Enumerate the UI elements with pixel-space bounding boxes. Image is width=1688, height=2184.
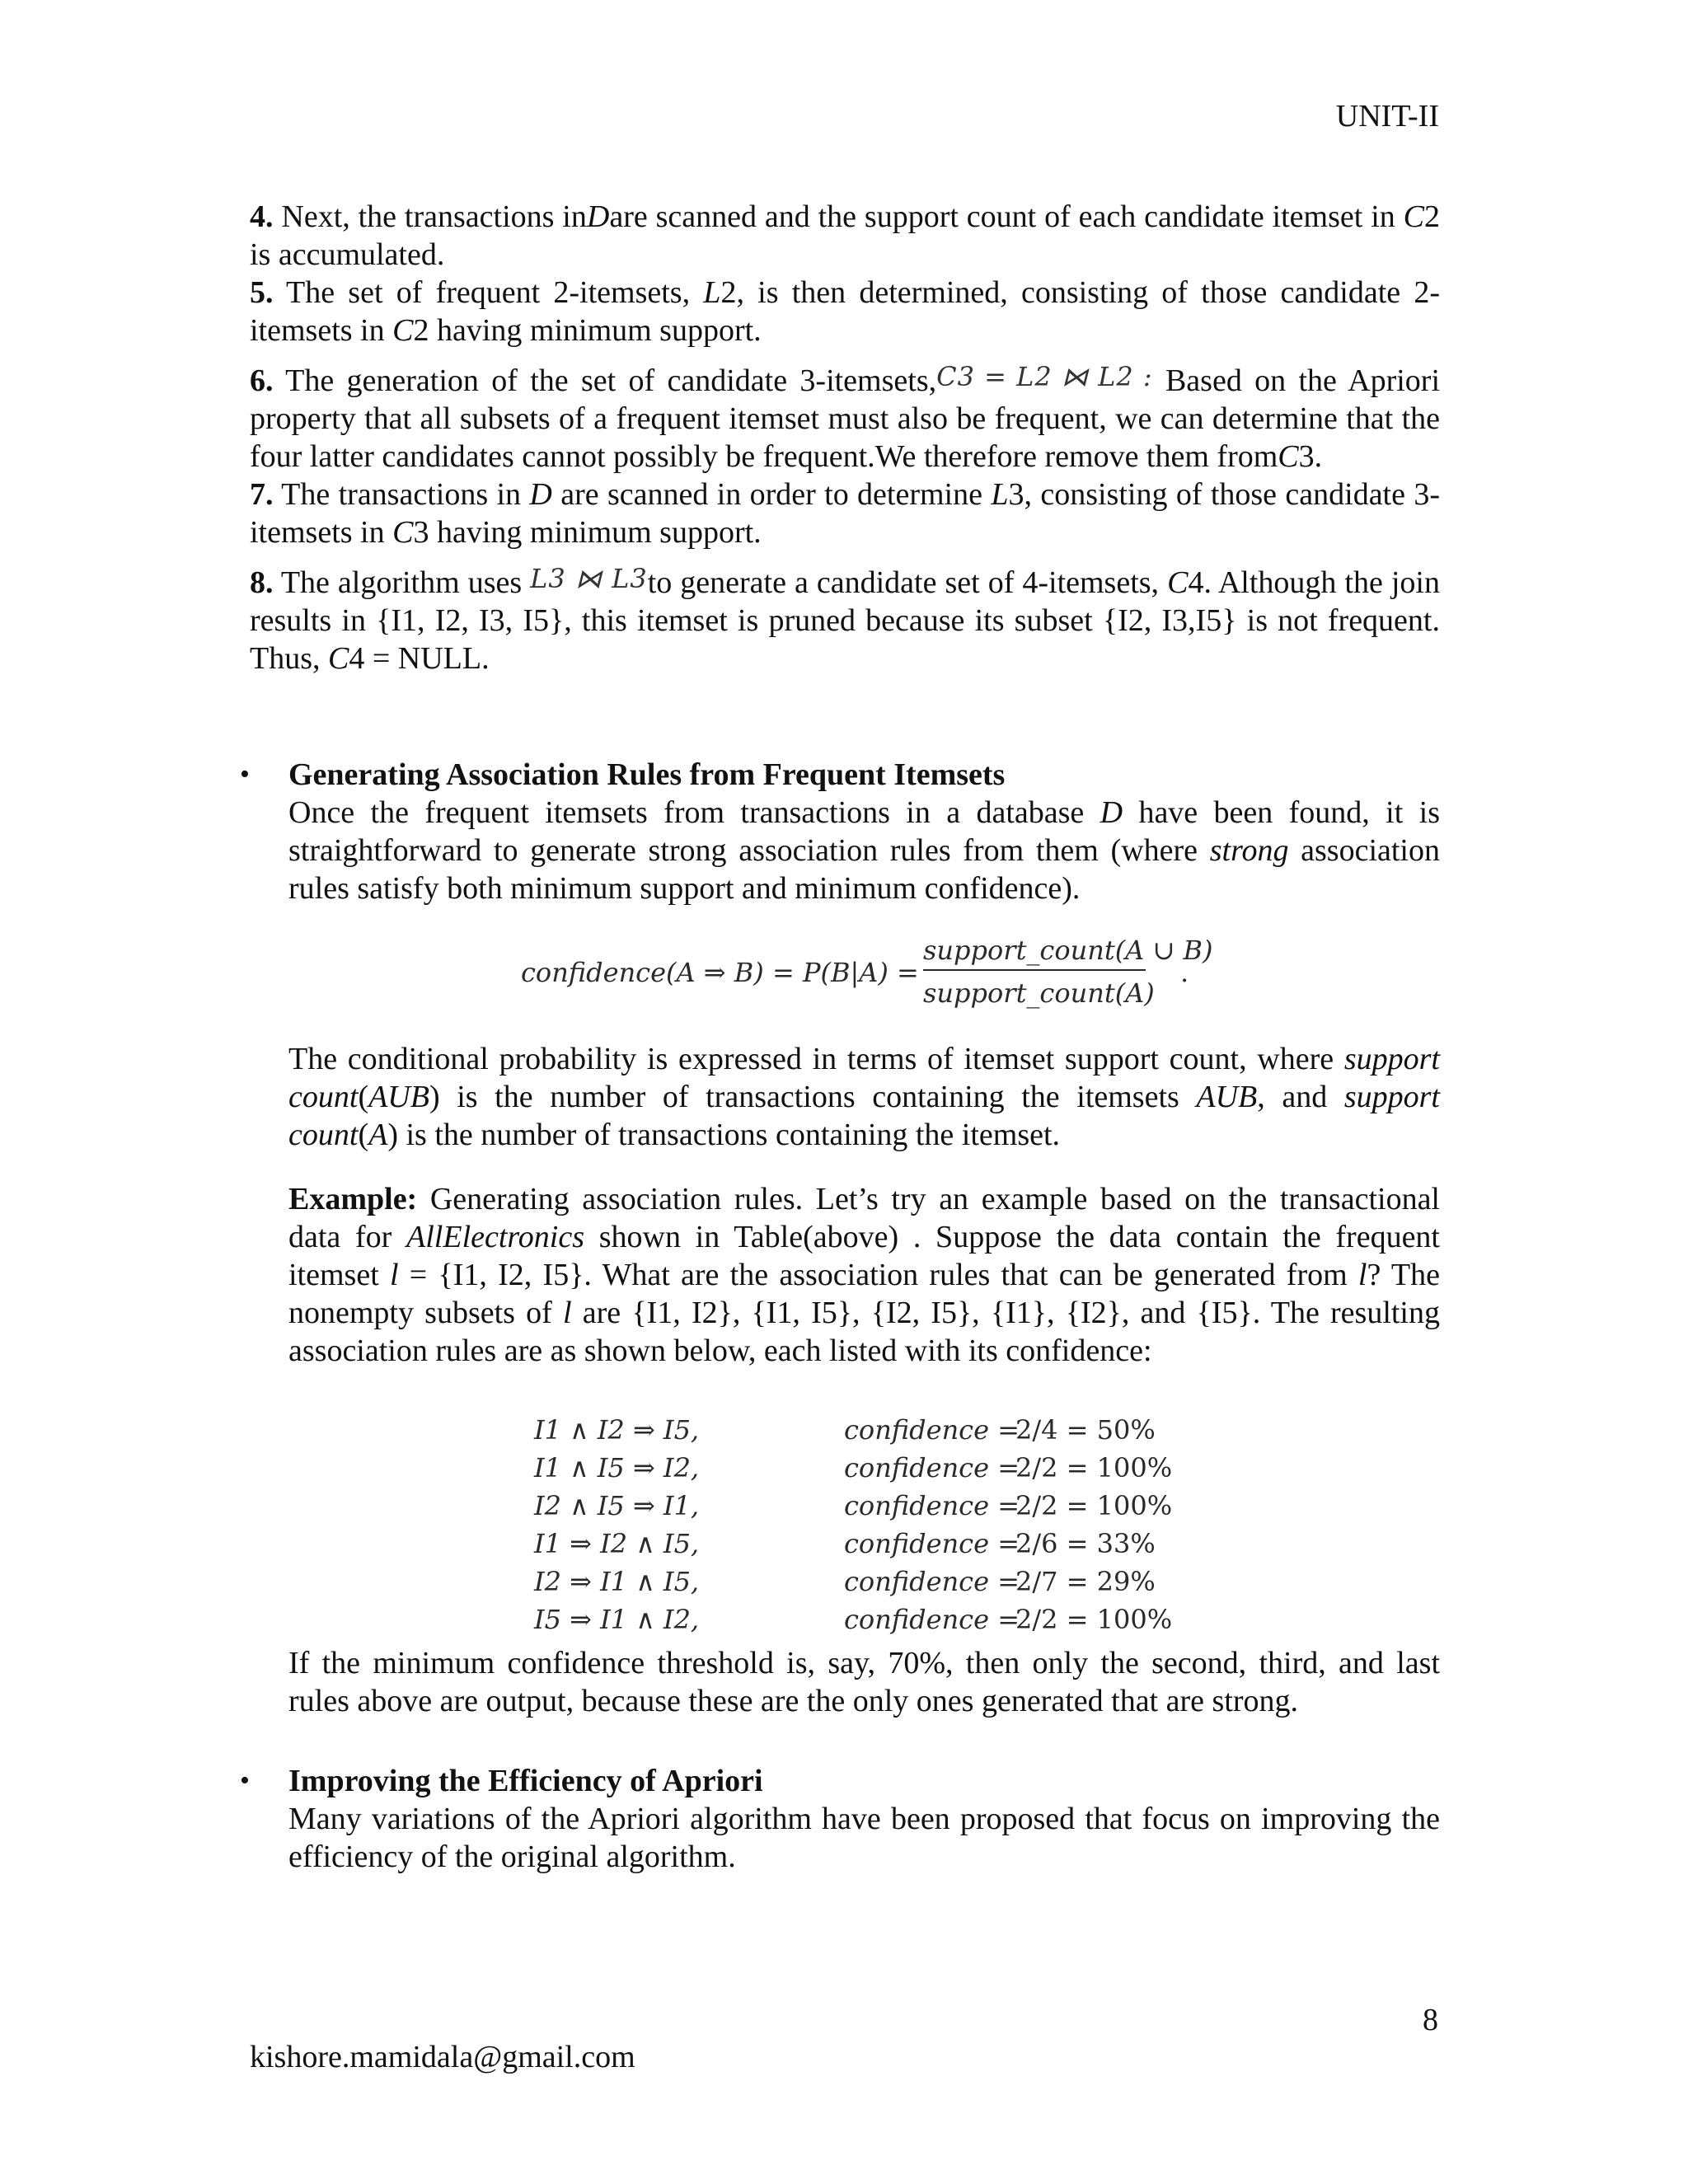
bullet-icon: • <box>240 1765 250 1796</box>
steps-block <box>250 198 1440 677</box>
fraction-bar <box>923 969 1146 971</box>
step-4: 4. Next, the transactions inDare scanned and the support count of each candidate itemset in C2 is accumulated. <box>250 199 1440 272</box>
example-paragraph <box>288 1180 1440 1370</box>
step-7: 7. The transactions in D are scanned in order to determine L3, consisting of those candidate 3-itemsets in C3 having minimum support. <box>250 477 1440 550</box>
paragraph: Many variations of the Apriori algorithm have been proposed that focus on improving the efficiency of the original algorithm. <box>288 1802 1440 1874</box>
formula-denominator: support_count(A) <box>923 977 1155 1009</box>
section-efficiency <box>240 1762 1440 1876</box>
footer-email: kishore.mamidala@gmail.com <box>250 2040 635 2074</box>
unit-header: UNIT-II <box>1335 99 1439 134</box>
section-association-rules <box>240 756 1440 907</box>
section-heading: Improving the Efficiency of Apriori <box>288 1764 763 1798</box>
paragraph: The conditional probability is expressed in terms of itemset support count, where support count(AUB) is the number of transactions containing the itemsets AUB, and support count(A) is the number of transactions containing the itemset. <box>288 1042 1440 1152</box>
step-6: 6. The generation of the set of candidate 3-itemsets,C3 = L2 ⋈ L2 : Based on the Apriori property that all subsets of a frequent itemset must also be frequent, we can determine that the four latter candidates cannot possibly be frequent.We therefore remove them fromC3. <box>250 358 1440 476</box>
conditional-probability-paragraph <box>288 1040 1440 1154</box>
paragraph: Once the frequent itemsets from transactions in a database D have been found, it is straightforward to generate strong association rules from them (where strong association rules satisfy both minimum support and minimum confidence). <box>288 795 1440 906</box>
formula-lhs: confidence(A ⇒ B) = P(B|A) = <box>521 957 919 988</box>
join-formula-c3: C3 = L2 ⋈ L2 : <box>936 361 1153 392</box>
formula-fraction <box>923 931 1213 1012</box>
bullet-icon: • <box>240 759 250 790</box>
step-5: 5. The set of frequent 2-itemsets, L2, is then determined, consisting of those candidate 2-itemsets in C2 having minimum support. <box>250 275 1440 348</box>
page-number: 8 <box>1423 2003 1438 2037</box>
formula-numerator: support_count(A ∪ B) <box>923 935 1213 966</box>
document-page: UNIT-II 4. Next, the transactions inDare scanned and the support count of each candidate itemset in C2 is accumulated. 5. The set of frequent 2-itemsets, L2, is then determined, consisting of those candidate 2-itemsets in C2 having minimum support. 6. The generation of the set of candidate 3-itemsets,C3 = L2 ⋈ L2 : Based on the Apriori property that all subsets of a frequent itemset must also be frequent, we can determine that the four latter candidates cannot possibly be frequent.We therefore remove them fromC3. 7. The transactions in D are scanned in order to determine L3, consisting of those candidate 3-itemsets in C3 having minimum support. 8. The algorithm uses L3 ⋈ L3to generate a candidate set of 4-itemsets, C4. Although the join results in {I1, I2, I3, I5}, this itemset is pruned because its subset {I2, I3,I5} is not frequent. Thus, C4 = NULL. • Generating Association Rules from Frequent Itemsets Once the frequent itemsets from transactions in a database D have been found, it is straightforward to generate strong association rules from them (where strong association rules satisfy both minimum support and minimum confidence). confidence(A ⇒ B) = P(B|A) = support_count(A ∪ B) support_count(A) . The conditional probability is expressed in terms of itemset support count, where support count(AUB) is the number of transactions containing the itemsets AUB, and support count(A) is the number of transactions containing the itemset. Example: Generating association rules. Let’s try an example based on the transactional data for AllElectronics shown in Table(above) . Suppose the data contain the frequent itemset l = {I1, I2, I5}. What are the association rules that can be generated from l? The nonempty subsets of l are {I1, I2}, {I1, I5}, {I2, I5}, {I1}, {I2}, and {I5}. The resulting association rules are as shown below, each listed with its confidence: I1 ∧ I2 ⇒ I5, confidence = 2/4 = 50% I1 ∧ I5 ⇒ I2, confidence = 2/2 = 100% I2 ∧ I5 ⇒ I1, confidence = 2/2 = 100% I1 ⇒ I2 ∧ I5, confidence = 2/6 = 33% I2 ⇒ I1 ∧ I5, confidence = 2/7 = 29% I5 ⇒ I1 ∧ I2, confidence = 2/2 = 100% If the minimum confidence threshold is, say, 70%, then only the second, third, and last rules above are output, because these are the only ones generated that are strong. • Improving the Efficiency of Apriori Many variations of the Apriori algorithm have been proposed that focus on improving the efficiency of the original algorithm. 8 kishore.mamidala@gmail.com <box>240 99 1440 2074</box>
threshold-paragraph <box>288 1644 1440 1720</box>
formula-end: . <box>1180 957 1189 988</box>
paragraph: Example: Generating association rules. Let’s try an example based on the transactional data for AllElectronics shown in Table(above) . Suppose the data contain the frequent itemset l = {I1, I2, I5}. What are the association rules that can be generated from l? The nonempty subsets of l are {I1, I2}, {I1, I5}, {I2, I5}, {I1}, {I2}, and {I5}. The resulting association rules are as shown below, each listed with its confidence: <box>288 1182 1440 1368</box>
join-formula-l3: L3 ⋈ L3 <box>530 563 648 594</box>
section-heading: Generating Association Rules from Frequent Itemsets <box>288 757 1006 792</box>
paragraph: If the minimum confidence threshold is, say, 70%, then only the second, third, and last rules above are output, because these are the only ones generated that are strong. <box>288 1646 1440 1718</box>
step-8: 8. The algorithm uses L3 ⋈ L3to generate a candidate set of 4-itemsets, C4. Although the join results in {I1, I2, I3, I5}, this itemset is pruned because its subset {I2, I3,I5} is not frequent. Thus, C4 = NULL. <box>250 560 1440 677</box>
